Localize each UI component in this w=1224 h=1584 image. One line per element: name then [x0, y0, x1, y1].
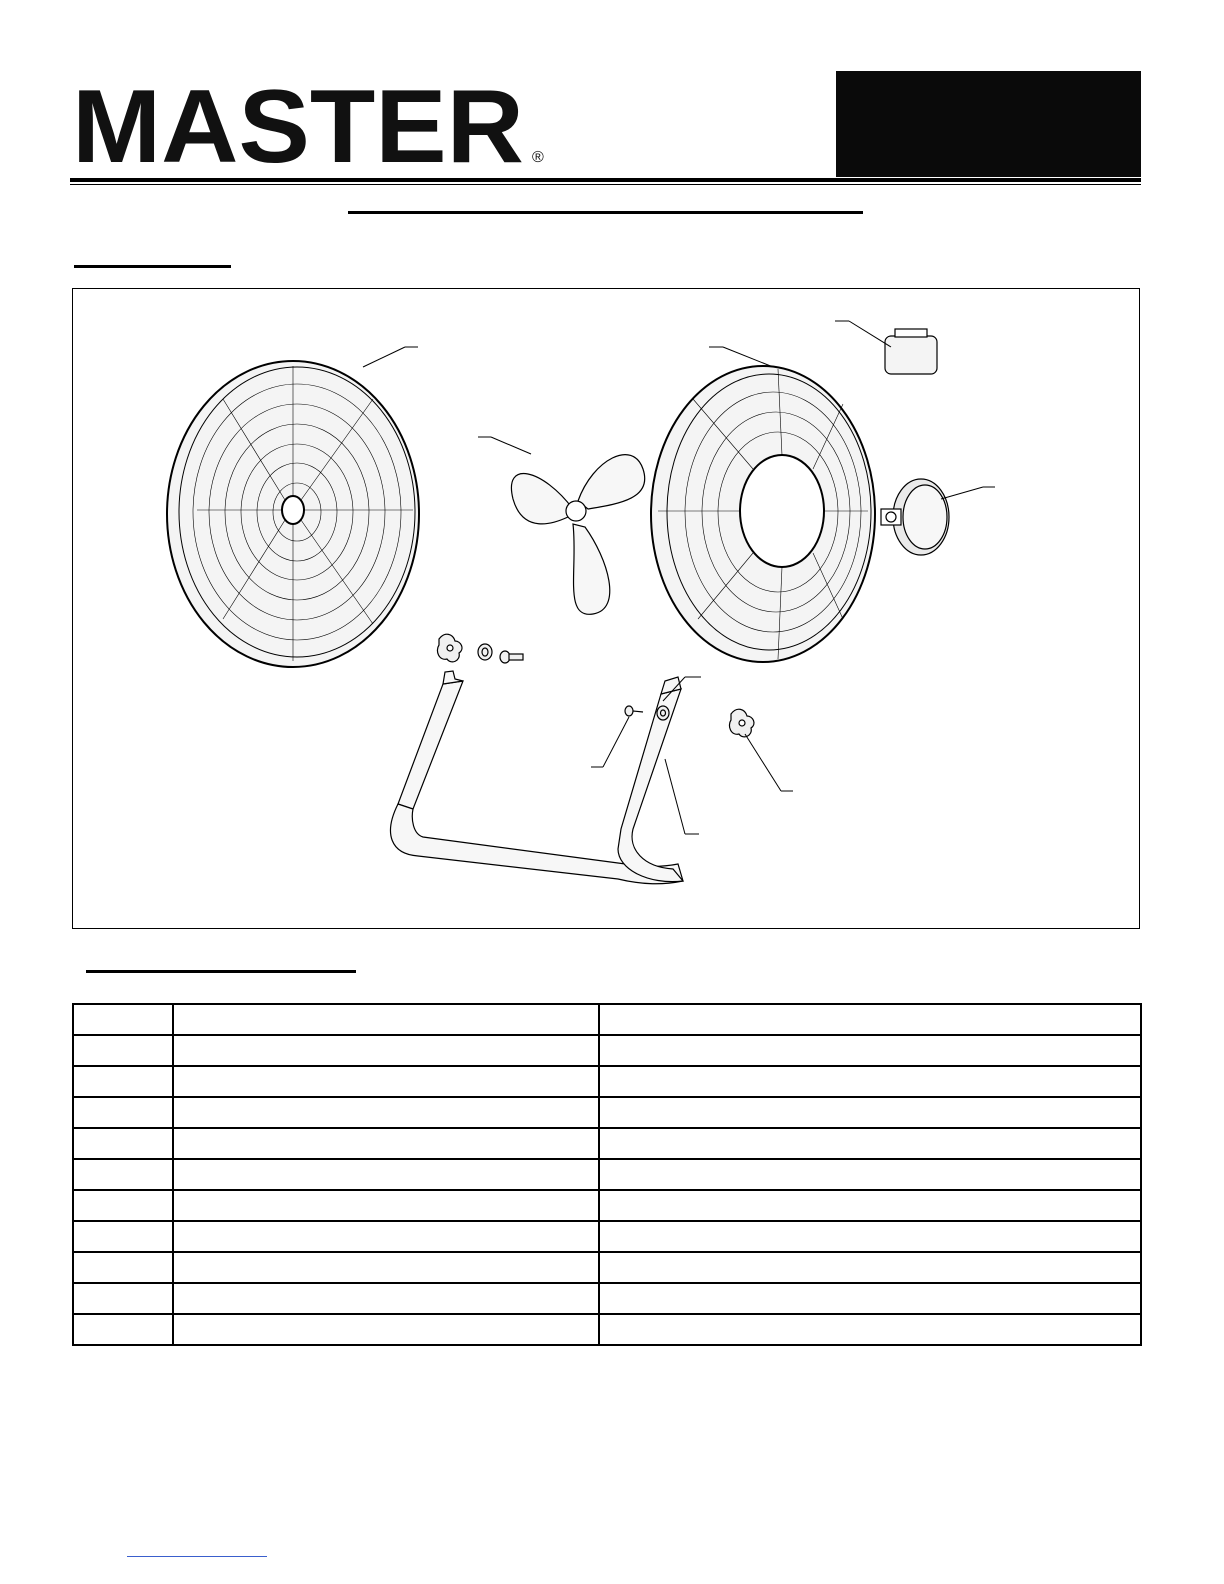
master-logo: [72, 78, 552, 168]
table-cell: [599, 1159, 1141, 1190]
washer-center-icon: [657, 706, 669, 720]
table-cell: [173, 1252, 599, 1283]
table-cell: [73, 1221, 173, 1252]
knob-right-icon: [729, 709, 754, 737]
table-cell: [173, 1004, 599, 1035]
section-underline-diagram: [74, 265, 231, 268]
table-cell: [599, 1221, 1141, 1252]
leader-lines: [591, 677, 793, 834]
table-cell: [173, 1128, 599, 1159]
table-cell: [599, 1097, 1141, 1128]
table-cell: [599, 1128, 1141, 1159]
parts-table: [72, 1003, 1142, 1346]
header-rule: [70, 178, 1141, 182]
stand-frame-icon: [391, 671, 683, 884]
fan-rear-grill-icon: [167, 347, 419, 667]
footer-link[interactable]: [127, 1556, 267, 1557]
table-row: [73, 1314, 1141, 1345]
table-row: [73, 1004, 1141, 1035]
table-row: [73, 1190, 1141, 1221]
section-underline-parts: [86, 970, 356, 973]
bolt-left-icon: [500, 651, 523, 663]
table-cell: [73, 1004, 173, 1035]
table-cell: [599, 1252, 1141, 1283]
table-cell: [173, 1314, 599, 1345]
table-cell: [73, 1190, 173, 1221]
knob-left-icon: [437, 634, 462, 662]
table-cell: [73, 1252, 173, 1283]
table-cell: [73, 1314, 173, 1345]
switch-box-icon: [835, 321, 937, 374]
fan-front-grill-icon: [651, 347, 875, 662]
table-cell: [599, 1004, 1141, 1035]
table-row: [73, 1066, 1141, 1097]
brand-logo-text: MASTER: [72, 78, 524, 168]
registered-mark: ®: [532, 149, 544, 166]
table-row: [73, 1252, 1141, 1283]
header-black-box: [836, 71, 1141, 177]
table-cell: [173, 1159, 599, 1190]
table-row: [73, 1128, 1141, 1159]
table-cell: [599, 1035, 1141, 1066]
table-cell: [73, 1283, 173, 1314]
header-rule-thin: [70, 184, 1141, 185]
exploded-diagram: [72, 288, 1140, 929]
table-cell: [173, 1221, 599, 1252]
table-cell: [73, 1159, 173, 1190]
title-underline: [348, 211, 863, 214]
table-row: [73, 1221, 1141, 1252]
table-cell: [73, 1066, 173, 1097]
table-row: [73, 1283, 1141, 1314]
table-cell: [599, 1066, 1141, 1097]
table-cell: [599, 1283, 1141, 1314]
table-cell: [73, 1097, 173, 1128]
table-cell: [173, 1066, 599, 1097]
table-cell: [173, 1283, 599, 1314]
table-cell: [173, 1097, 599, 1128]
table-row: [73, 1159, 1141, 1190]
table-cell: [173, 1190, 599, 1221]
exploded-diagram-drawing: [73, 289, 1139, 928]
bushing-icon: [478, 644, 492, 660]
table-cell: [599, 1314, 1141, 1345]
table-cell: [599, 1190, 1141, 1221]
fan-blade-icon: [478, 437, 645, 614]
table-row: [73, 1097, 1141, 1128]
table-cell: [173, 1035, 599, 1066]
table-cell: [73, 1035, 173, 1066]
motor-icon: [881, 479, 995, 555]
table-cell: [73, 1128, 173, 1159]
bolt-center-icon: [625, 706, 643, 716]
table-row: [73, 1035, 1141, 1066]
